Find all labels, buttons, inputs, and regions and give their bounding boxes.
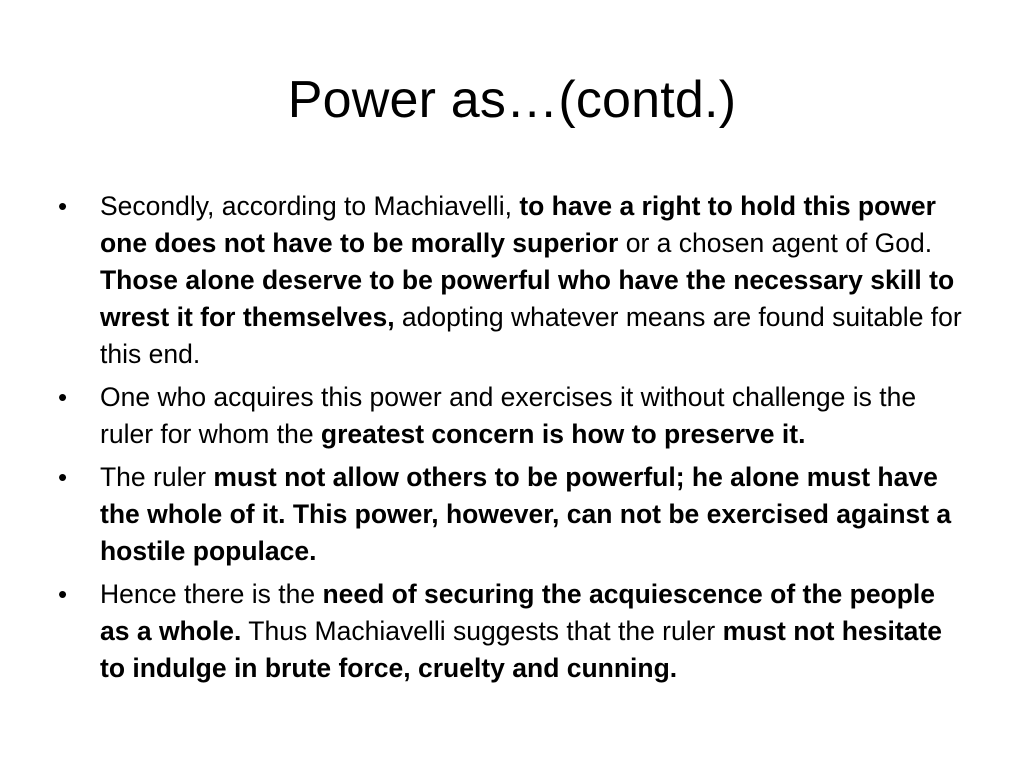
bullet-dot-icon: • — [58, 579, 68, 609]
bullet-text-segment: or a chosen agent of God. — [618, 228, 933, 258]
bullet-text-segment-bold: must not hesitate to indulge in brute force, cruelty and cunning. — [100, 616, 942, 683]
bullet-dot-icon: • — [58, 382, 68, 412]
bullet-item — [54, 379, 968, 453]
bullet-text-segment-bold: need of securing the acquiescence of the people as a whole. — [100, 579, 936, 646]
bullet-text-segment: The ruler — [100, 462, 214, 492]
bullet-dot-icon: • — [58, 462, 68, 492]
bullet-text-segment: One who acquires this power and exercises it without challenge is the ruler for whom the — [100, 382, 917, 449]
bullet-text-segment: Hence there is the — [100, 579, 323, 609]
bullet-text-segment: Secondly, according to Machiavelli, — [100, 191, 520, 221]
slide-title: Power as…(contd.) — [287, 71, 737, 129]
bullet-text-segment: Thus Machiavelli suggests that the ruler — [241, 616, 723, 646]
bullet-text-segment-bold: must not allow others to be powerful; he alone must have the whole of it. This power, however, can not be exercised against a hostile populace. — [100, 462, 952, 566]
bullet-text-segment-bold: Those alone deserve to be powerful who have the necessary skill to wrest it for themselves, — [100, 265, 955, 332]
bullet-text-segment: adopting whatever means are found suitable for this end. — [100, 302, 962, 369]
bullet-list — [54, 188, 968, 693]
bullet-text-segment-bold: to have a right to hold this power one does not have to be morally superior — [100, 191, 936, 258]
bullet-item — [54, 459, 968, 570]
bullet-text-segment-bold: greatest concern is how to preserve it. — [320, 419, 806, 449]
bullet-item — [54, 576, 968, 687]
bullet-dot-icon: • — [58, 191, 68, 221]
bullet-item — [54, 188, 968, 373]
